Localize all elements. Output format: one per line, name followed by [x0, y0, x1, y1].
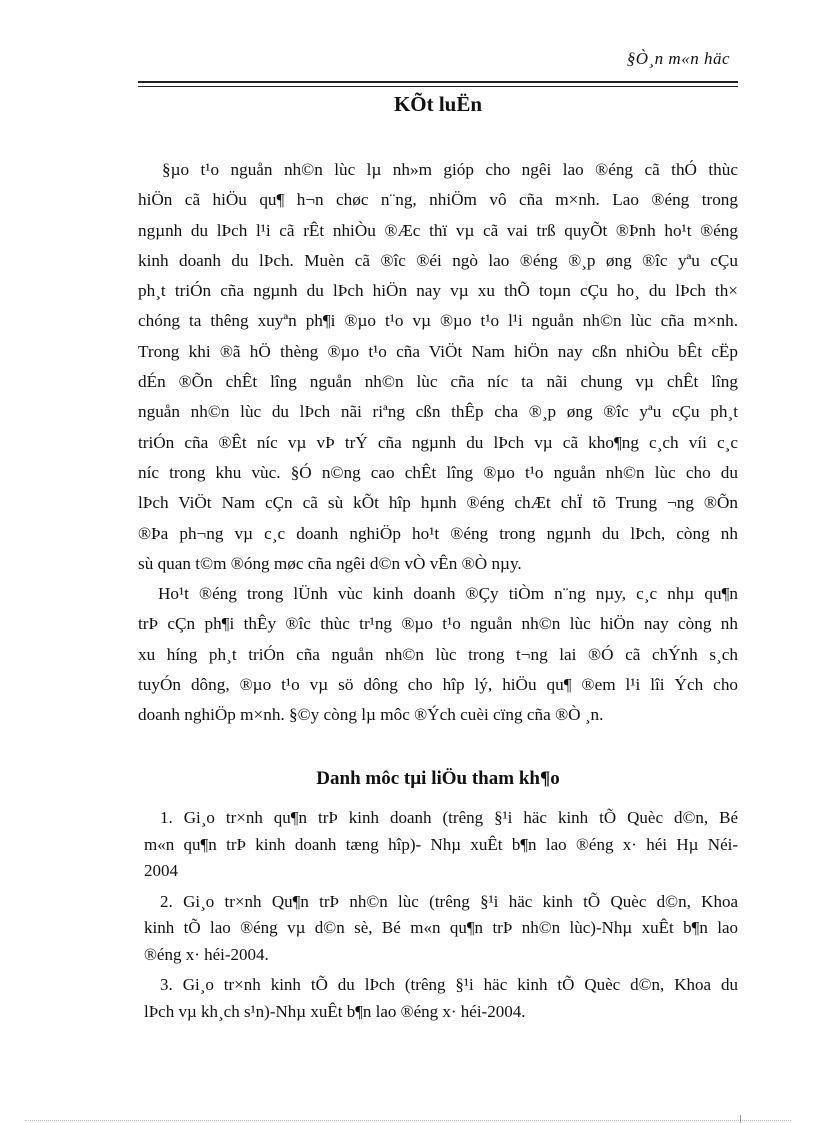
text-line: lÞch ViÖt Nam cÇn cã sù kÕt hîp hµnh ®éng chÆt chÏ tõ Trung ¬ng ®Õn: [138, 493, 738, 513]
reference-line: ®éng x· héi-2004.: [144, 944, 269, 964]
paragraph-2: [138, 579, 738, 730]
reference-item: [144, 889, 738, 969]
text-line: doanh nghiÖp m×nh. §©y còng lµ môc ®Ých cuèi cïng cña ®Ò ¸n.: [138, 705, 604, 725]
text-line: §µo t¹o nguån nh©n lùc lµ nh»m gióp cho ngêi lao ®éng cã thÓ thùc: [162, 160, 738, 179]
reference-line: 3. Gi¸o tr×nh kinh tÕ du lÞch (trêng §¹i häc kinh tÕ Quèc d©n, Khoa du: [160, 975, 738, 994]
reference-line: 1. Gi¸o tr×nh qu¶n trÞ kinh doanh (trêng §¹i häc kinh tÕ Quèc d©n, Bé: [160, 808, 738, 827]
text-line: triÓn cña ®Êt níc vµ vÞ trÝ cña ngµnh du lÞch vµ cã kho¶ng c¸ch víi c¸c: [138, 432, 738, 452]
text-line: nguån nh©n lùc du lÞch nãi riªng cßn thÊp cha ®¸p øng ®îc yªu cÇu ph¸t: [138, 402, 738, 422]
reference-line: 2004: [144, 861, 178, 880]
text-line: ngµnh du lÞch l¹i cã rÊt nhiÒu ®Æc thï vµ cã vai trß quyÕt ®Þnh ho¹t ®éng: [138, 220, 738, 240]
references-title: Danh môc tµi liÖu tham kh¶o: [316, 768, 560, 789]
text-line: dÉn ®Õn chÊt lîng nguån nh©n lùc cña níc ta nãi chung vµ chÊt lîng: [138, 372, 738, 392]
text-line: hiÖn cã hiÖu qu¶ h¬n chøc n¨ng, nhiÖm vô cña m×nh. Lao ®éng trong: [138, 190, 738, 210]
conclusion-body: [138, 155, 738, 731]
text-line: xu híng ph¸t triÓn cña nguån nh©n lùc trong t¬ng lai ®Ó cã chÝnh s¸ch: [138, 644, 738, 664]
footer-dotted-line: [25, 1120, 791, 1121]
reference-line: 2. Gi¸o tr×nh Qu¶n trÞ nh©n lùc (trêng §¹i häc kinh tÕ Quèc d©n, Khoa: [160, 891, 738, 911]
text-line: ®Þa ph¬ng vµ c¸c doanh nghiÖp ho¹t ®éng trong ngµnh du lÞch, còng nh: [138, 523, 738, 543]
text-line: kinh doanh du lÞch. Muèn cã ®îc ®éi ngò lao ®éng ®¸p øng ®îc yªu cÇu: [138, 250, 738, 270]
header-rule-thin: [138, 86, 738, 87]
text-line: trÞ cÇn ph¶i thÊy ®îc thùc tr¹ng ®µo t¹o nguån nh©n lùc hiÖn nay còng nh: [138, 614, 738, 634]
reference-line: lÞch vµ kh¸ch s¹n)-Nhµ xuÊt b¶n lao ®éng x· héi-2004.: [144, 1001, 526, 1021]
text-line: chóng ta thêng xuyªn ph¶i ®µo t¹o vµ ®µo t¹o l¹i nguån nh©n lùc cña m×nh.: [138, 311, 738, 331]
reference-item: [144, 805, 738, 885]
page-header: §Ò¸n m«n häc: [626, 49, 730, 68]
text-line: Ho¹t ®éng trong lÜnh vùc kinh doanh ®Çy tiÒm n¨ng nµy, c¸c nhµ qu¶n: [158, 584, 738, 604]
header-rule-thick: [138, 81, 738, 83]
references-list: [144, 805, 738, 1025]
text-line: tuyÓn dông, ®µo t¹o vµ sö dông cho hîp lý, hiÖu qu¶ ®em l¹i lîi Ých cho: [138, 675, 738, 695]
reference-item: [144, 972, 738, 1025]
text-line: ph¸t triÓn cña ngµnh du lÞch hiÖn nay vµ xu thÕ toµn cÇu ho¸ du lÞch th×: [138, 281, 738, 301]
reference-line: m«n qu¶n trÞ kinh doanh tæng hîp)- Nhµ xuÊt b¶n lao ®éng x· héi Hµ Néi-: [144, 834, 738, 854]
section-title: KÕt luËn: [393, 92, 483, 116]
paragraph-1: [138, 155, 738, 579]
footer-tick: [740, 1115, 741, 1123]
text-line: sù quan t©m ®óng møc cña ngêi d©n vÒ vÊn ®Ò nµy.: [138, 553, 522, 573]
text-line: níc trong khu vùc. §Ó n©ng cao chÊt lîng ®µo t¹o nguån nh©n lùc cho du: [138, 462, 738, 482]
text-line: Trong khi ®ã hÖ thèng ®µo t¹o cña ViÖt Nam hiÖn nay cßn nhiÒu bÊt cËp: [138, 341, 738, 361]
reference-line: kinh tÕ lao ®éng vµ d©n sè, Bé m«n qu¶n trÞ nh©n lùc)-Nhµ xuÊt b¶n lao: [144, 918, 738, 937]
